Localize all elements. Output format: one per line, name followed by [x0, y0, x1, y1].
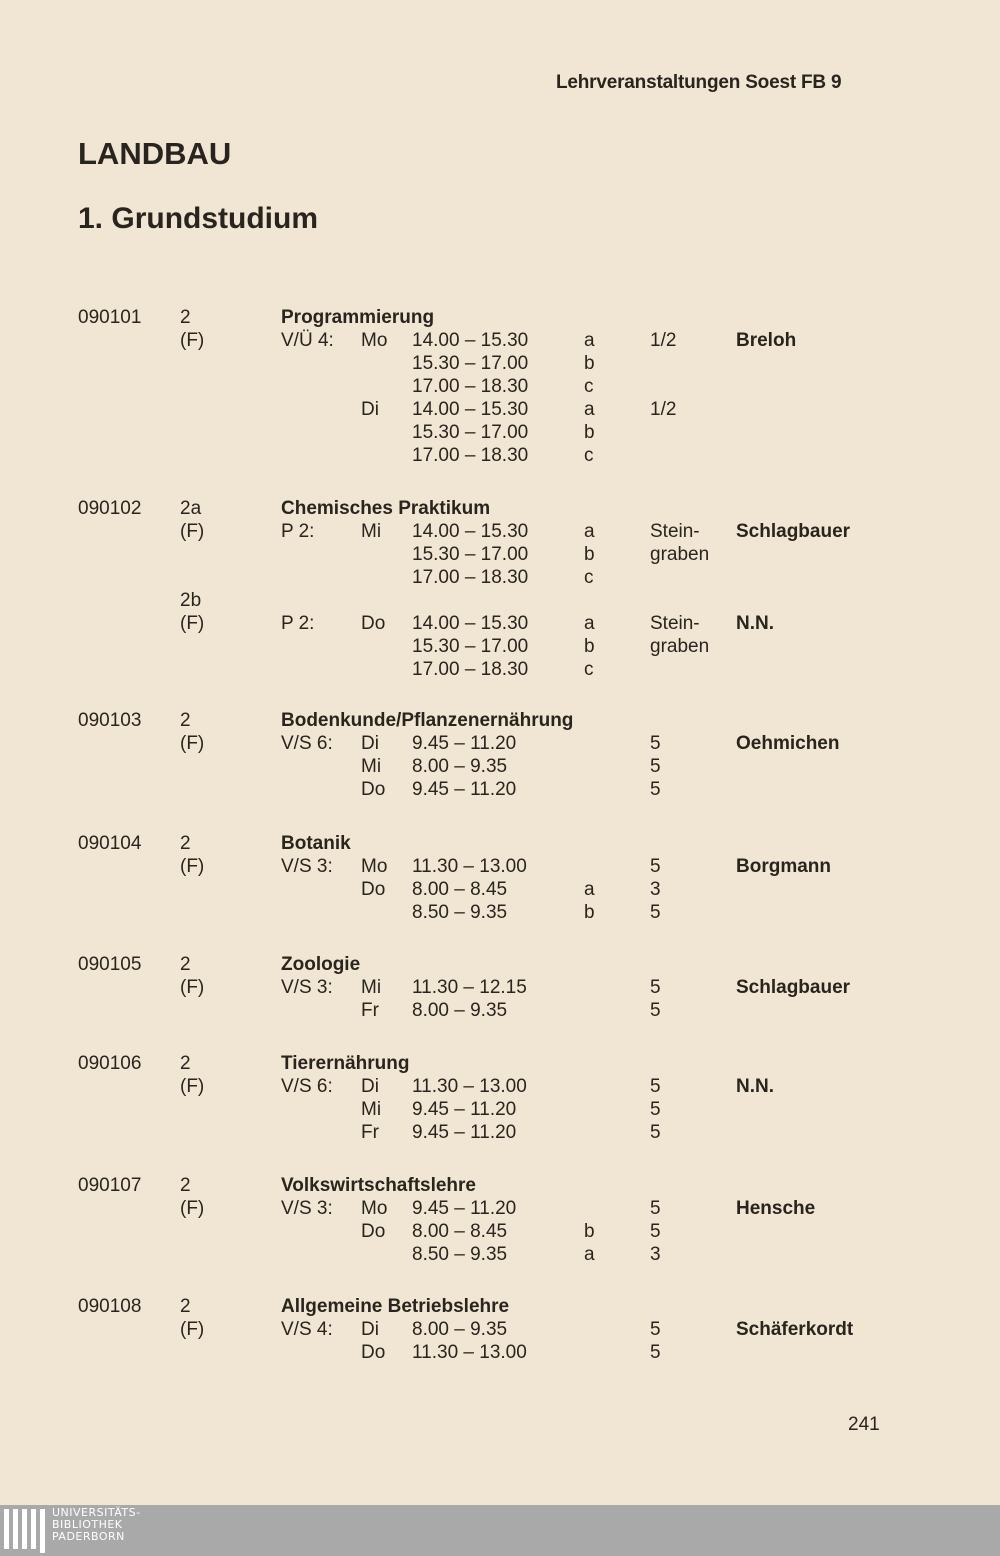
subsection-title: 1. Grundstudium — [78, 202, 318, 235]
schedule-time: 8.50 – 9.35 — [412, 1244, 508, 1265]
schedule-time: 15.30 – 17.00 — [412, 544, 529, 565]
course-type: V/S 3: — [281, 977, 333, 998]
course-type: P 2: — [281, 521, 315, 542]
schedule-room: 5 — [650, 1000, 661, 1021]
course-number: 090108 — [78, 1296, 142, 1317]
schedule-time: 17.00 – 18.30 — [412, 659, 529, 680]
course-group: 2b — [180, 590, 202, 611]
course-title: Zoologie — [281, 954, 361, 975]
library-logo-text: UNIVERSITÄTS- BIBLIOTHEK PADERBORN — [52, 1506, 141, 1543]
course-lecturer: N.N. — [736, 1076, 774, 1097]
schedule-day: Do — [361, 1221, 386, 1242]
course-lecturer: Schlagbauer — [736, 521, 851, 542]
schedule-room: 5 — [650, 902, 661, 923]
schedule-room: Stein- — [650, 613, 700, 634]
schedule-time: 8.50 – 9.35 — [412, 902, 508, 923]
schedule-time: 11.30 – 13.00 — [412, 1342, 527, 1363]
schedule-room: Stein- — [650, 521, 700, 542]
course-number: 090102 — [78, 498, 142, 519]
schedule-day: Mi — [361, 521, 382, 542]
schedule-room: 5 — [650, 856, 661, 877]
course-type: V/S 4: — [281, 1319, 333, 1340]
schedule-room: 5 — [650, 733, 661, 754]
schedule-day: Do — [361, 879, 386, 900]
schedule-section: a — [584, 399, 595, 420]
schedule-day: Do — [361, 613, 386, 634]
course-lecturer: Oehmichen — [736, 733, 840, 754]
schedule-time: 8.00 – 9.35 — [412, 756, 508, 777]
schedule-time: 8.00 – 8.45 — [412, 1221, 508, 1242]
course-group: 2 — [180, 1053, 191, 1074]
section-title: LANDBAU — [78, 136, 232, 171]
schedule-section: a — [584, 330, 595, 351]
schedule-time: 11.30 – 13.00 — [412, 856, 527, 877]
schedule-day: Fr — [361, 1122, 379, 1143]
course-type: P 2: — [281, 613, 315, 634]
schedule-day: Mi — [361, 1099, 382, 1120]
schedule-section: b — [584, 1221, 595, 1242]
course-number: 090106 — [78, 1053, 142, 1074]
course-note: (F) — [180, 977, 205, 998]
course-title: Programmierung — [281, 307, 435, 328]
course-group: 2 — [180, 1296, 191, 1317]
course-note: (F) — [180, 521, 205, 542]
schedule-section: b — [584, 544, 595, 565]
course-group: 2 — [180, 1175, 191, 1196]
course-type: V/S 6: — [281, 1076, 333, 1097]
schedule-room: 5 — [650, 977, 661, 998]
schedule-section: c — [584, 445, 594, 466]
schedule-room: 5 — [650, 1221, 661, 1242]
course-group: 2 — [180, 710, 191, 731]
schedule-time: 11.30 – 13.00 — [412, 1076, 527, 1097]
schedule-section: b — [584, 422, 595, 443]
schedule-section: a — [584, 613, 595, 634]
schedule-time: 17.00 – 18.30 — [412, 567, 529, 588]
course-title: Botanik — [281, 833, 351, 854]
schedule-time: 14.00 – 15.30 — [412, 613, 529, 634]
course-number: 090105 — [78, 954, 142, 975]
schedule-room: 3 — [650, 1244, 661, 1265]
schedule-room: 3 — [650, 879, 661, 900]
schedule-section: a — [584, 879, 595, 900]
schedule-section: a — [584, 521, 595, 542]
schedule-day: Di — [361, 733, 379, 754]
schedule-day: Do — [361, 1342, 386, 1363]
course-group: 2 — [180, 954, 191, 975]
running-header: Lehrveranstaltungen Soest FB 9 — [556, 72, 842, 93]
schedule-time: 8.00 – 9.35 — [412, 1000, 508, 1021]
schedule-room: graben — [650, 636, 710, 657]
course-number: 090103 — [78, 710, 142, 731]
schedule-time: 9.45 – 11.20 — [412, 1198, 517, 1219]
schedule-time: 14.00 – 15.30 — [412, 399, 529, 420]
course-lecturer: Borgmann — [736, 856, 831, 877]
schedule-time: 9.45 – 11.20 — [412, 1099, 517, 1120]
course-number: 090101 — [78, 307, 142, 328]
schedule-section: b — [584, 353, 595, 374]
schedule-day: Mi — [361, 977, 382, 998]
schedule-room: 5 — [650, 756, 661, 777]
schedule-day: Di — [361, 1319, 379, 1340]
schedule-section: a — [584, 1244, 595, 1265]
schedule-room: 1/2 — [650, 399, 677, 420]
schedule-section: c — [584, 659, 594, 680]
schedule-day: Do — [361, 779, 386, 800]
schedule-room: 5 — [650, 1122, 661, 1143]
schedule-room: 5 — [650, 1076, 661, 1097]
schedule-time: 8.00 – 9.35 — [412, 1319, 508, 1340]
schedule-section: b — [584, 902, 595, 923]
schedule-day: Mi — [361, 756, 382, 777]
schedule-time: 15.30 – 17.00 — [412, 422, 529, 443]
schedule-day: Di — [361, 1076, 379, 1097]
course-lecturer: Breloh — [736, 330, 797, 351]
schedule-day: Mo — [361, 330, 388, 351]
schedule-time: 14.00 – 15.30 — [412, 330, 529, 351]
schedule-section: b — [584, 636, 595, 657]
course-note: (F) — [180, 1076, 205, 1097]
schedule-day: Fr — [361, 1000, 379, 1021]
library-logo-icon — [4, 1509, 46, 1553]
course-title: Chemisches Praktikum — [281, 498, 491, 519]
course-note: (F) — [180, 856, 205, 877]
course-note: (F) — [180, 330, 205, 351]
course-lecturer: Hensche — [736, 1198, 816, 1219]
schedule-time: 17.00 – 18.30 — [412, 445, 529, 466]
schedule-time: 17.00 – 18.30 — [412, 376, 529, 397]
schedule-time: 15.30 – 17.00 — [412, 353, 529, 374]
course-type: V/S 6: — [281, 733, 333, 754]
course-title: Volkswirtschaftslehre — [281, 1175, 477, 1196]
course-lecturer: N.N. — [736, 613, 774, 634]
schedule-day: Mo — [361, 856, 388, 877]
schedule-time: 9.45 – 11.20 — [412, 779, 517, 800]
course-type: V/S 3: — [281, 1198, 333, 1219]
schedule-time: 14.00 – 15.30 — [412, 521, 529, 542]
schedule-room: 5 — [650, 1198, 661, 1219]
course-note: (F) — [180, 613, 205, 634]
schedule-time: 11.30 – 12.15 — [412, 977, 527, 998]
schedule-day: Di — [361, 399, 379, 420]
course-lecturer: Schlagbauer — [736, 977, 851, 998]
course-number: 090104 — [78, 833, 142, 854]
schedule-section: c — [584, 567, 594, 588]
schedule-time: 8.00 – 8.45 — [412, 879, 508, 900]
schedule-day: Mo — [361, 1198, 388, 1219]
course-title: Bodenkunde/Pflanzenernährung — [281, 710, 574, 731]
schedule-room: 5 — [650, 1342, 661, 1363]
course-type: V/S 3: — [281, 856, 333, 877]
course-lecturer: Schäferkordt — [736, 1319, 854, 1340]
schedule-room: graben — [650, 544, 710, 565]
schedule-room: 5 — [650, 1099, 661, 1120]
course-group: 2a — [180, 498, 202, 519]
schedule-time: 15.30 – 17.00 — [412, 636, 529, 657]
schedule-room: 5 — [650, 1319, 661, 1340]
course-group: 2 — [180, 833, 191, 854]
course-group: 2 — [180, 307, 191, 328]
schedule-room: 5 — [650, 779, 661, 800]
course-title: Allgemeine Betriebslehre — [281, 1296, 510, 1317]
page-number: 241 — [848, 1414, 880, 1435]
course-note: (F) — [180, 733, 205, 754]
course-number: 090107 — [78, 1175, 142, 1196]
course-note: (F) — [180, 1319, 205, 1340]
schedule-room: 1/2 — [650, 330, 677, 351]
course-title: Tierernährung — [281, 1053, 410, 1074]
schedule-section: c — [584, 376, 594, 397]
schedule-time: 9.45 – 11.20 — [412, 733, 517, 754]
library-footer — [0, 1505, 1000, 1556]
course-type: V/Ü 4: — [281, 330, 334, 351]
course-note: (F) — [180, 1198, 205, 1219]
schedule-time: 9.45 – 11.20 — [412, 1122, 517, 1143]
